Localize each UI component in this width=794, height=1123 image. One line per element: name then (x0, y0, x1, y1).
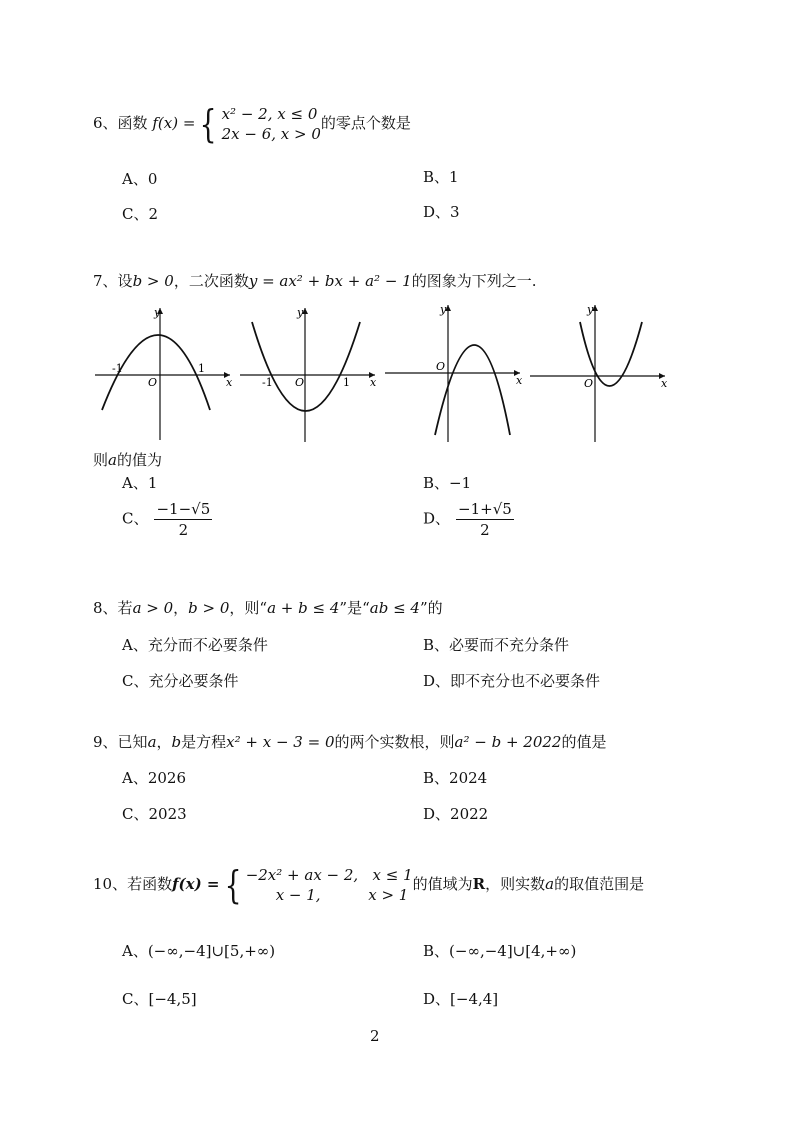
tick-pos1: 1 (343, 376, 350, 389)
q7-option-d[interactable] (423, 500, 514, 539)
q9-text-3: 是方程 (181, 733, 227, 751)
tick-neg1: -1 (112, 362, 123, 375)
q6-option-b[interactable]: B、1 (423, 168, 459, 186)
q8-text: 若 (117, 599, 133, 617)
q7-then: 则 (93, 451, 109, 469)
q6-option-c[interactable]: C、2 (122, 205, 159, 223)
brace-icon: { (224, 863, 242, 907)
q7-option-b[interactable]: B、−1 (423, 474, 472, 492)
question-number: 7、 (93, 272, 118, 290)
q6-function: f(x) = (152, 114, 196, 132)
q8-text-mid2: ”是“ (339, 599, 370, 617)
question-8 (93, 597, 443, 618)
q7-condition: b > 0 (132, 272, 174, 290)
question-6 (93, 104, 411, 144)
graph-2 (240, 306, 377, 442)
fraction (154, 500, 212, 539)
q8-option-c[interactable]: C、充分必要条件 (122, 672, 239, 690)
x-axis-label: x (370, 376, 377, 389)
q7-option-c[interactable] (122, 500, 212, 539)
q6-prefix: 函数 (117, 114, 148, 132)
q10-function: f(x) = (172, 875, 220, 893)
q8-statement-q: ab ≤ 4 (369, 599, 420, 617)
q8-text-end: ”的 (419, 599, 443, 617)
q6-case-1: x² − 2, x ≤ 0 (221, 105, 318, 123)
fraction (456, 500, 514, 539)
q10-real-set: R (472, 875, 486, 893)
question-number: 6、 (93, 114, 118, 132)
q10-text-2: 的值域为 (412, 875, 473, 893)
q10-text-4: 的取值范围是 (554, 875, 645, 893)
q6-case-2: 2x − 6, x > 0 (221, 125, 321, 143)
q9-expression: a² − b + 2022 (454, 733, 562, 751)
numerator: −1−√5 (156, 500, 211, 518)
denominator: 2 (480, 521, 490, 539)
question-10 (93, 865, 644, 905)
q7-question-line (93, 449, 162, 470)
q8-condition-2: b > 0 (188, 599, 230, 617)
q10-variable-a: a (545, 875, 555, 893)
y-axis-label: y (297, 306, 304, 319)
origin-label: O (584, 377, 594, 390)
q9-option-a[interactable]: A、2026 (122, 769, 187, 787)
q10-cases (246, 865, 413, 905)
graph-4 (530, 303, 668, 442)
q7-text-1: 设 (117, 272, 133, 290)
numerator: −1+√5 (458, 500, 512, 518)
q9-text-4: 的两个实数根，则 (334, 733, 455, 751)
q6-cases (222, 104, 321, 144)
graph-3 (385, 303, 523, 442)
q7-then-2: 的值为 (116, 451, 162, 469)
brace-icon: { (200, 102, 217, 146)
q9-text-2: ， (156, 733, 172, 751)
q9-variable-a: a (147, 733, 157, 751)
question-number: 9、 (93, 733, 118, 751)
q10-option-c[interactable]: C、[−4,5] (122, 990, 197, 1008)
q10-option-d[interactable]: D、[−4,4] (423, 990, 499, 1008)
origin-label: O (148, 376, 158, 389)
q8-separator: ， (173, 599, 189, 617)
q6-suffix: 的零点个数是 (320, 114, 411, 132)
q7-text-3: 的图象为下列之一. (411, 272, 537, 290)
x-axis-label: x (226, 376, 233, 389)
q6-option-d[interactable]: D、3 (423, 203, 460, 221)
q10-option-b[interactable]: B、(−∞,−4]∪[4,+∞) (423, 942, 577, 960)
q8-condition-1: a > 0 (132, 599, 174, 617)
question-number: 8、 (93, 599, 118, 617)
denominator: 2 (178, 521, 189, 539)
question-9 (93, 731, 606, 752)
q8-statement-p: a + b ≤ 4 (267, 599, 340, 617)
tick-neg1: -1 (262, 376, 273, 389)
q9-option-d[interactable]: D、2022 (423, 805, 489, 823)
y-axis-label: y (587, 303, 594, 316)
graph-1 (95, 306, 233, 440)
q9-variable-b: b (171, 733, 182, 751)
y-axis-label: y (154, 306, 161, 319)
y-axis-label: y (440, 303, 447, 316)
q10-case-1: −2x² + ax − 2, x ≤ 1 (245, 866, 413, 884)
tick-pos1: 1 (198, 362, 205, 375)
q6-option-a[interactable]: A、0 (122, 170, 158, 188)
q8-option-b[interactable]: B、必要而不充分条件 (423, 636, 570, 654)
q10-text-1: 若函数 (127, 875, 173, 893)
q9-option-c[interactable]: C、2023 (122, 805, 187, 823)
origin-label: O (295, 376, 305, 389)
q7-graphs (90, 300, 690, 445)
q7-equation: y = ax² + bx + a² − 1 (248, 272, 412, 290)
question-7 (93, 270, 536, 291)
x-axis-label: x (661, 377, 668, 390)
q7-variable-a: a (108, 451, 117, 469)
q10-case-2: x − 1, x > 1 (275, 886, 409, 904)
q10-option-a[interactable]: A、(−∞,−4]∪[5,+∞) (122, 942, 276, 960)
q9-text-5: 的值是 (561, 733, 607, 751)
question-number: 10、 (93, 875, 128, 893)
q9-option-b[interactable]: B、2024 (423, 769, 488, 787)
origin-label: O (436, 360, 446, 373)
q9-text-1: 已知 (117, 733, 148, 751)
q8-text-mid: ，则“ (229, 599, 268, 617)
q8-option-a[interactable]: A、充分而不必要条件 (122, 636, 268, 654)
option-label: C、 (122, 509, 149, 528)
q7-option-a[interactable]: A、1 (122, 474, 158, 492)
x-axis-label: x (516, 374, 523, 387)
option-label: D、 (423, 509, 451, 528)
q8-option-d[interactable]: D、即不充分也不必要条件 (423, 672, 601, 690)
q10-text-3: ，则实数 (485, 875, 546, 893)
q7-text-2: ，二次函数 (173, 272, 249, 290)
page-number: 2 (370, 1027, 380, 1045)
q9-equation: x² + x − 3 = 0 (226, 733, 335, 751)
